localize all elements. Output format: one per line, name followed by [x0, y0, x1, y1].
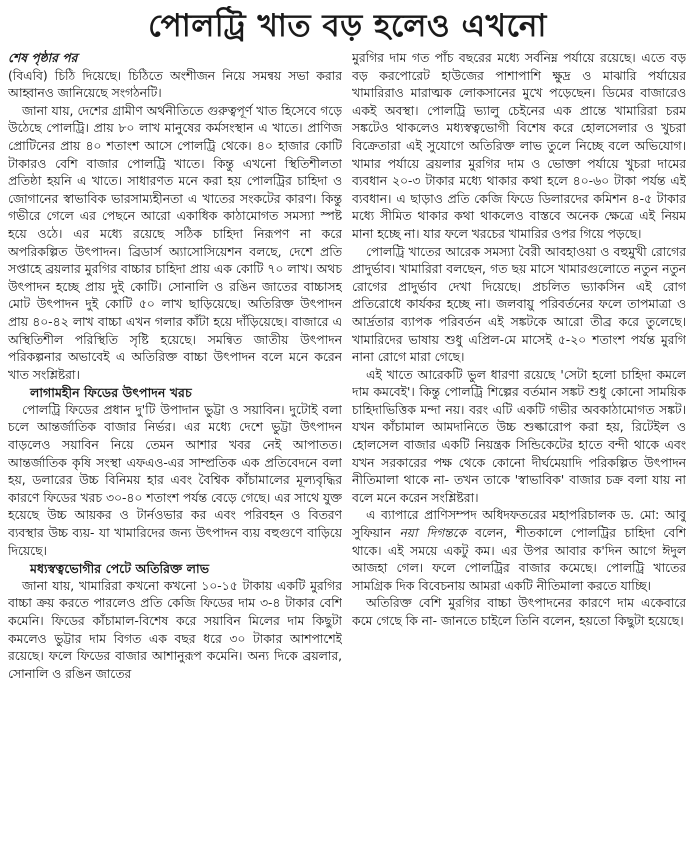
headline: পোলট্রি খাত বড় হলেও এখনো — [148, 8, 547, 44]
paragraph: এই খাতে আরেকটি ভুল ধারণা রয়েছে 'সেটা হলো চাহিদা কমলে দাম কমবেই'। কিন্তু পোলট্রি শিল্পের বর্তমান সঙ্কট শুধু কোনো সাময়িক চাহিদাভিত্তিক মন্দা নয়। বরং এটি একটি গভীর অবকাঠামোগত সঙ্কট। যখন কাঁচামাল আমদানিতে উচ্চ শুল্কারোপ করা হয়, রিটেইল ও হোলসেল বাজার একটি নিয়ন্ত্রক সিন্ডিকেটের হাতে বন্দী থাকে এবং যখন সরকারের পক্ষ থেকে কোনো দীর্ঘমেয়াদি পরিকল্পিত উৎপাদন নীতিমালা থাকে না- তখন তাকে 'স্বাভাবিক' বাজার চক্র বলা যায় না বলে মনে করেন সংশ্লিষ্টরা। — [352, 367, 686, 505]
left-column — [8, 50, 342, 856]
paragraph: পোলট্রি ফিডের প্রধান দু'টি উপাদান ভুট্টা ও সয়াবিন। দুটোই বলা চলে আন্তর্জাতিক বাজার নির্ভর। এর মধ্যে দেশে ভুট্টা উৎপাদন বাড়লেও সয়াবিন নিয়ে তেমন আশার খবর নেই আপাতত। আন্তর্জাতিক কৃষি সংস্থা এফএও-এর সাম্প্রতিক এক প্রতিবেদনে বলা হয়, ডলারের উচ্চ বিনিময় হার এবং বৈশ্বিক কাঁচামালের মূল্যবৃদ্ধির কারণে ফিডের খরচ ৩০-৪০ শতাংশ পর্যন্ত বেড়ে গেছে। এর সাথে যুক্ত হয়েছে উচ্চ আয়কর ও টার্নওভার কর এবং পরিবহন ও বিতরণ ব্যবস্থার উচ্চ ব্যয়- যা খামারিদের জন্য উৎপাদন ব্যয় বহুগুণে বাড়িয়ে দিয়েছে। — [8, 402, 342, 558]
paragraph: মুরগির দাম গত পাঁচ বছরের মধ্যে সর্বনিম্ন পর্যায়ে রয়েছে। এতে বড় বড় করপোরেট হাউজের পাশাপাশি ক্ষুদ্র ও মাঝারি পর্যায়ের খামারিরাও মারাত্মক লোকসানের মুখে পড়েছেন। ডিমের বাজারেও একই অবস্থা। পোলট্রি ভ্যালু চেইনের এক প্রান্তে খামারিরা চরম সঙ্কটেও থাকলেও মধ্যস্বত্বভোগী বিশেষ করে হোলসেলার ও খুচরা বিক্রেতারা এই সুযোগে অতিরিক্ত লাভ তুলে নিচ্ছে বলে অভিযোগ। খামার পর্যায়ে ব্রয়লার মুরগির দাম ও ভোক্তা পর্যায়ে খুচরা দামের ব্যবধান ২০-৩ টাকার মধ্যে থাকার কথা হলে ৪০-৬০ টাকা পর্যন্ত এই ব্যবধান। এ ছাড়াও প্রতি কেজি ফিডে ডিলারদের কমিশন ৪-৫ টাকার মধ্যে সীমিত থাকার কথা থাকলেও বাস্তবে অনেক ক্ষেত্রে এই নিয়ম মানা হচ্ছে না। যার ফলে খরচের খামারির ওপর গিয়ে পড়ছে। — [352, 51, 686, 241]
right-column — [352, 50, 686, 856]
jump-label: শেষ পৃষ্ঠার পর — [8, 51, 78, 65]
paragraph — [352, 507, 686, 595]
subheading: মধ্যস্বত্বভোগীর পেটে অতিরিক্ত লাভ — [30, 561, 210, 577]
text-span: বলেন, শীতকালে পোলট্রির চাহিদা বেশি থাকে। এই সময়ে একটু কম। এর উপর আবার ক'দিন আগে ঈদুল আজহা গেল। ফলে পোলট্রির বাজার কমেছে। পোলট্রি খাতের সামগ্রিক দিক বিবেচনায় আমরা একটি নীতিমালা করতে যাচ্ছি। — [352, 526, 686, 593]
newspaper-name: নয়া দিগন্তকে — [399, 526, 467, 541]
paragraph: জানা যায়, খামারিরা কখনো কখনো ১০-১৫ টাকায় একটি মুরগির বাচ্চা ক্রয় করতে পারলেও প্রতি কেজি ফিডের দাম ৩-৪ টাকার বেশি কমেনি। ফিডের কাঁচামাল-বিশেষ করে সয়াবিন মিলের দাম কিছুটা কমলেও ভুট্টার দাম বিগত এক বছর ধরে ৩০ টাকার আশপাশেই রয়েছে। ফলে ফিডের বাজার আশানুরূপ কমেনি। অন্য দিকে ব্রয়লার, সোনালি ও রঙিন জাতের — [8, 578, 342, 681]
article-columns — [8, 50, 687, 856]
paragraph: জানা যায়, দেশের গ্রামীণ অর্থনীতিতে গুরুত্বপূর্ণ খাত হিসেবে গড়ে উঠেছে পোলট্রি। প্রায় ৮০ লাখ মানুষের কর্মসংস্থান এ খাতে। প্রাণিজ প্রোটিনের প্রায় ৪০ শতাংশ আসে পোলট্রি থেকে। ৪০ হাজার কোটি টাকারও বেশি বাজার পোলট্রি খাতে। কিন্তু এখনো স্থিতিশীলতা প্রতিষ্ঠা হয়নি এ খাতে। সাধারণত মনে করা হয় পোলট্রির চাহিদা ও জোগানের স্বাভাবিক ভারসাম্যহীনতা এ খাতের সংকটের কারণ। কিন্তু গভীরে গেলে এর পেছনে আরো একাধিক কাঠামোগত সমস্যা স্পষ্ট হয়ে ওঠে। এর মধ্যে রয়েছে সঠিক চাহিদা নিরূপণ না করে অপরিকল্পিত উৎপাদন। ব্রিডার্স অ্যাসোসিয়েশন বলছে, দেশে প্রতি সপ্তাহে ব্রয়লার মুরগির বাচ্চার চাহিদা প্রায় এক কোটি ৭০ লাখ। অথচ উৎপাদন হচ্ছে প্রায় দুই কোটি। সোনালি ও রঙিন জাতের বাচ্চাসহ মোট উৎপাদন দুই কোটি ৫০ লাখ ছাড়িয়েছে। অতিরিক্ত উৎপাদন প্রায় ৪০-৪২ লাখ বাচ্চা এখন গলার কাঁটা হয়ে দাঁড়িয়েছে। বাজারে এ অস্থিতিশীল পরিস্থিতি সৃষ্টি হয়েছে। সমন্বিত জাতীয় উৎপাদন পরিকল্পনার অভাবেই এ অতিরিক্ত বাচ্চা উৎপাদন বলে মনে করেন খাত সংশ্লিষ্টরা। — [8, 103, 342, 382]
paragraph: পোলট্রি খাতের আরেক সমস্যা বৈরী আবহাওয়া ও বহুমুখী রোগের প্রাদুর্ভাব। খামারিরা বলছেন, গত ছয় মাসে খামারগুলোতে নতুন নতুন রোগের প্রাদুর্ভাব দেখা দিয়েছে। প্রচলিত ভ্যাকসিন এই রোগ প্রতিরোধে কার্যকর হচ্ছে না। জলবায়ু পরিবর্তনের ফলে তাপমাত্রা ও আর্দ্রতার ব্যাপক পরিবর্তন এই সঙ্কটকে আরো তীব্র করে তুলেছে। খামারিদের ভাষায় শুধু এপ্রিল-মে মাসেই ৫-২০ শতাংশ পর্যন্ত মুরগি নানা রোগে মারা গেছে। — [352, 244, 686, 365]
paragraph: (বিএবি) চিঠি দিয়েছে। চিঠিতে অংশীজন নিয়ে সমন্বয় সভা করার আহ্বানও জানিয়েছে সংগঠনটি। — [8, 68, 342, 101]
paragraph: অতিরিক্ত বেশি মুরগির বাচ্চা উৎপাদনের কারণে দাম একেবারে কমে গেছে কি না- জানতে চাইলে তিনি বলেন, হয়তো কিছুটা হয়েছে। — [352, 596, 686, 628]
subheading: লাগামহীন ফিডের উৎপাদন খরচ — [30, 385, 192, 401]
text-span: এ ব্যাপারে প্রাণিসম্পদ অধিদফতরের মহাপরিচালক ড. মো: আবু সুফিয়ান — [352, 508, 686, 541]
